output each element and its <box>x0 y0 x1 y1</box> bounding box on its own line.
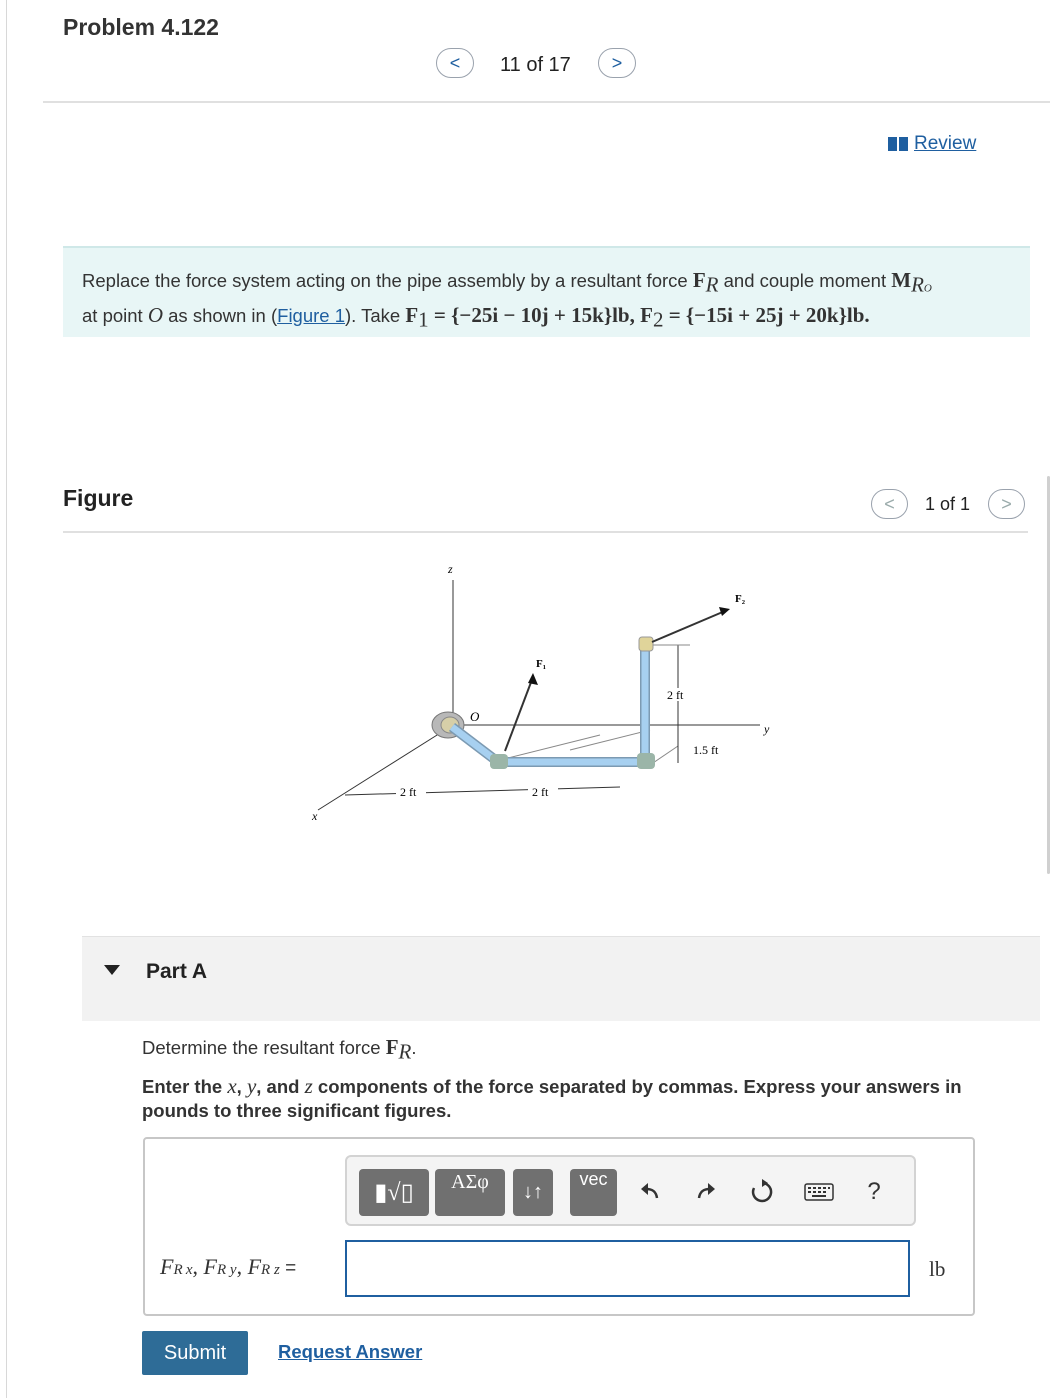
arrows-updown-icon: ↓↑ <box>523 1181 543 1203</box>
divider <box>43 101 1050 103</box>
problem-statement <box>63 246 1030 337</box>
symbol-f: F <box>692 268 706 292</box>
symbol-f: F <box>203 1254 217 1279</box>
math-toolbar <box>345 1155 916 1226</box>
instruction-text: , and <box>256 1076 305 1097</box>
symbol-subsub: O <box>923 282 932 295</box>
problem-text: Replace the force system acting on the pipe assembly by a resultant force <box>82 270 693 291</box>
vector-button[interactable] <box>570 1169 617 1216</box>
figure-pager: 1 of 1 <box>925 494 971 514</box>
symbol-z: z <box>304 1074 313 1098</box>
x-axis <box>318 725 453 810</box>
instruction-text: , <box>236 1076 247 1097</box>
symbol-o: O <box>147 302 163 327</box>
previous-problem-button[interactable] <box>436 48 474 78</box>
problem-line-2 <box>82 302 1010 333</box>
book-icon <box>888 137 908 151</box>
templates-icon: ▮√▯ <box>374 1180 414 1206</box>
symbol-f1: F <box>405 302 419 327</box>
f1-value: = {−25i − 10j + 15k}lb, <box>428 302 641 327</box>
chevron-right-icon: > <box>1001 493 1012 514</box>
templates-button[interactable] <box>359 1169 429 1216</box>
separator: , <box>192 1254 204 1279</box>
scrollbar[interactable] <box>1047 476 1050 874</box>
answer-label <box>160 1254 296 1280</box>
help-glyph: ? <box>867 1178 881 1205</box>
redo-icon[interactable] <box>691 1177 721 1207</box>
part-a-label: Part A <box>146 960 208 983</box>
help-icon[interactable] <box>859 1177 889 1207</box>
z-axis-label: z <box>448 562 453 576</box>
separator: , <box>236 1254 248 1279</box>
point-o-label: O <box>470 709 480 724</box>
f1-label: F₁ <box>536 658 547 670</box>
part-a-header[interactable] <box>82 936 1040 1021</box>
problem-text: at point <box>82 304 148 326</box>
left-border <box>6 0 7 1398</box>
symbol-z: z <box>273 1262 280 1278</box>
pipe-outline <box>452 645 645 762</box>
symbol-sub: 2 <box>652 307 664 332</box>
figure-title: Figure <box>63 485 134 511</box>
problem-pager: 11 of 17 <box>500 54 571 76</box>
unit-label: lb <box>929 1257 946 1281</box>
request-answer-link[interactable]: Request Answer <box>278 1341 423 1362</box>
figure-link[interactable]: Figure 1 <box>277 304 346 326</box>
review-link[interactable] <box>888 133 976 155</box>
symbol-f: F <box>160 1254 174 1279</box>
symbol-f: F <box>385 1035 399 1059</box>
symbol-y: y <box>246 1074 257 1098</box>
review-label: Review <box>914 133 977 154</box>
next-problem-button[interactable] <box>598 48 636 78</box>
vec-icon: vec <box>579 1169 608 1189</box>
dimension-2ft-b: 2 ft <box>532 785 549 799</box>
previous-figure-button[interactable] <box>871 489 908 519</box>
part-a-instruction <box>142 1074 1032 1123</box>
part-a-question: Determine the resultant force $F_R$. <box>142 1035 417 1064</box>
dimension-2ft-a: 2 ft <box>400 785 417 799</box>
symbol-r: R <box>217 1262 227 1278</box>
answer-input[interactable] <box>345 1240 910 1297</box>
elbow-2 <box>637 753 655 769</box>
problem-text: and couple moment <box>718 270 892 291</box>
instruction-text: components of the force separated by commas. Express your answers in pounds to three significant figures. <box>142 1076 962 1121</box>
x-axis-label: x <box>312 809 318 823</box>
pipe-assembly-figure <box>300 555 800 830</box>
f2-arrow <box>652 611 725 642</box>
symbol-f: F <box>247 1254 262 1279</box>
collapse-triangle-icon[interactable] <box>104 965 120 975</box>
equals-sign: = <box>279 1258 297 1279</box>
symbol-r: R <box>173 1262 183 1278</box>
undo-icon[interactable] <box>635 1177 665 1207</box>
symbol-x: x <box>227 1074 237 1098</box>
y-axis-label: y <box>764 722 770 736</box>
problem-line-1 <box>82 267 1010 302</box>
problem-text: as shown in ( <box>163 304 278 326</box>
symbol-sub: R <box>705 272 719 297</box>
symbol-m: M <box>891 268 912 292</box>
elbow-1 <box>490 754 508 769</box>
problem-text: ). Take <box>345 304 406 326</box>
chevron-left-icon: < <box>884 493 895 514</box>
symbol-y: y <box>229 1262 237 1278</box>
problem-title: Problem 4.122 <box>63 14 219 40</box>
instruction-text: Enter the <box>142 1076 228 1097</box>
symbol-x: x <box>185 1262 193 1278</box>
symbol-r: R <box>261 1262 271 1278</box>
reset-icon[interactable] <box>747 1177 777 1207</box>
dimension-1-5ft: 1.5 ft <box>693 743 719 757</box>
symbol-sub: R <box>911 272 924 297</box>
symbol-sub: 1 <box>418 307 429 332</box>
chevron-left-icon: < <box>449 52 461 73</box>
divider <box>63 531 1028 533</box>
subscript-superscript-button[interactable] <box>513 1169 553 1216</box>
dimension-2ft-c: 2 ft <box>667 688 684 702</box>
question-text: Determine the resultant force <box>142 1037 386 1058</box>
next-figure-button[interactable] <box>988 489 1025 519</box>
chevron-right-icon: > <box>611 52 623 73</box>
greek-icon: ΑΣφ <box>451 1171 489 1193</box>
f2-value: = {−15i + 25j + 20k}lb. <box>663 302 870 327</box>
symbol-sub: R <box>398 1039 412 1064</box>
symbol-f2: F <box>640 302 653 327</box>
keyboard-icon[interactable] <box>804 1177 834 1207</box>
pipe-end-cap <box>639 637 653 651</box>
submit-button[interactable]: Submit <box>142 1331 248 1375</box>
f2-label: F₂ <box>735 593 746 605</box>
greek-symbols-button[interactable] <box>435 1169 505 1216</box>
f1-arrow <box>505 677 533 751</box>
